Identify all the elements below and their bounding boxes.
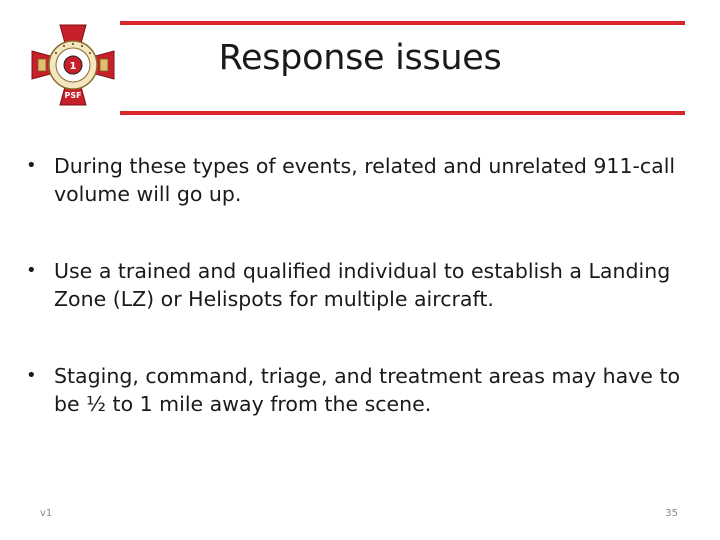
bullet-dot-icon: • [26, 365, 37, 386]
bullet-item [26, 152, 706, 208]
header-rule-bottom [120, 111, 685, 115]
bullet-item [26, 257, 706, 313]
bullet-text: During these types of events, related and unrelated 911-call volume will go up. [54, 154, 676, 206]
slide-title: Response issues [218, 38, 502, 78]
bullet-dot-icon: • [26, 155, 37, 176]
maltese-cross-icon [30, 23, 116, 107]
bullet-text: Staging, command, triage, and treatment areas may have to be ½ to 1 mile away from the scene. [54, 364, 681, 416]
bullet-dot-icon: • [26, 260, 37, 281]
logo-number: 1 [69, 61, 77, 72]
header-rule-top [120, 21, 685, 25]
fire-department-logo [30, 23, 116, 107]
bullet-list [26, 152, 706, 418]
bullet-text: Use a trained and qualified individual to establish a Landing Zone (LZ) or Helispots for multiple aircraft. [54, 259, 671, 311]
page-number: 35 [665, 508, 678, 519]
logo-text: PSF [64, 91, 82, 100]
version-label: v1 [40, 508, 53, 519]
bullet-item [26, 362, 706, 418]
